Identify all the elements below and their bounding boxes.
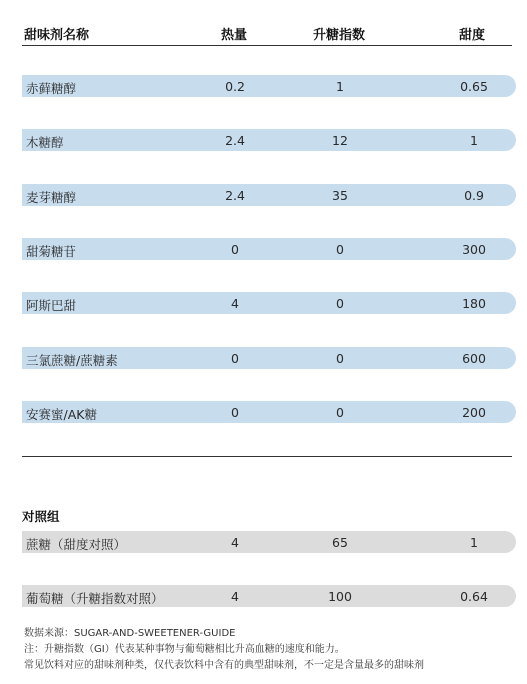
cell-calories: 2.4: [225, 133, 245, 148]
cell-name: 蔗糖（甜度对照）: [26, 537, 127, 552]
cell-name: 阿斯巴甜: [26, 298, 77, 313]
cell-gi: 1: [336, 79, 344, 94]
cell-sweetness: 0.9: [464, 188, 484, 203]
cell-sweetness: 180: [462, 296, 486, 311]
cell-name-wrap: [26, 296, 76, 314]
cell-gi: 0: [336, 351, 344, 366]
cell-calories: 4: [231, 296, 239, 311]
cell-name: 三氯蔗糖/蔗糖素: [26, 353, 118, 368]
cell-gi: 65: [332, 535, 348, 550]
cell-name-wrap: [26, 79, 76, 97]
cell-gi: 0: [336, 296, 344, 311]
cell-gi: 12: [332, 133, 348, 148]
cell-calories: 4: [231, 589, 239, 604]
cell-name-wrap: [26, 188, 76, 206]
table-row: [22, 129, 516, 151]
cell-calories: 2.4: [225, 188, 245, 203]
cell-name-wrap: [26, 351, 118, 369]
table-row: [22, 401, 516, 423]
table-row: [22, 184, 516, 206]
gi-note: 注：升糖指数（GI）代表某种事物与葡萄糖相比升高血糖的速度和能力。: [24, 644, 345, 655]
header-calories: 热量: [221, 28, 248, 43]
table-header: [0, 0, 527, 46]
cell-name: 赤藓糖醇: [26, 81, 77, 96]
cell-name: 甜菊糖苷: [26, 244, 77, 259]
footnotes: [24, 626, 424, 674]
cell-calories: 0.2: [225, 79, 245, 94]
cell-name: 木糖醇: [26, 135, 64, 150]
cell-name-wrap: [26, 589, 164, 607]
cell-sweetness: 300: [462, 242, 486, 257]
cell-calories: 0: [231, 351, 239, 366]
cell-calories: 0: [231, 405, 239, 420]
table-row: [22, 531, 516, 553]
header-rule: [22, 45, 512, 46]
cell-name-wrap: [26, 133, 64, 151]
cell-gi: 0: [336, 405, 344, 420]
cell-sweetness: 1: [470, 535, 478, 550]
table-row: [22, 585, 516, 607]
drink-note: 常见饮料对应的甜味剂种类，仅代表饮料中含有的典型甜味剂，不一定是含量最多的甜味剂: [24, 660, 424, 671]
cell-name-wrap: [26, 535, 126, 553]
header-name: 甜味剂名称: [24, 28, 90, 43]
cell-sweetness: 1: [470, 133, 478, 148]
cell-name-wrap: [26, 242, 76, 260]
cell-calories: 4: [231, 535, 239, 550]
section-divider: [22, 456, 512, 457]
table-row: [22, 347, 516, 369]
cell-sweetness: 600: [462, 351, 486, 366]
cell-calories: 0: [231, 242, 239, 257]
header-gi: 升糖指数: [313, 28, 366, 43]
table-row: [22, 292, 516, 314]
cell-gi: 35: [332, 188, 348, 203]
cell-gi: 100: [328, 589, 352, 604]
cell-name: 葡萄糖（升糖指数对照）: [26, 591, 164, 606]
cell-sweetness: 0.64: [460, 589, 488, 604]
cell-name: 麦芽糖醇: [26, 190, 77, 205]
cell-name: 安赛蜜/AK糖: [26, 407, 97, 422]
cell-sweetness: 0.65: [460, 79, 488, 94]
cell-name-wrap: [26, 405, 97, 423]
table-row: [22, 75, 516, 97]
source-note: 数据来源：SUGAR-AND-SWEETENER-GUIDE: [24, 628, 236, 639]
header-sweetness: 甜度: [459, 28, 486, 43]
cell-gi: 0: [336, 242, 344, 257]
control-group-title: 对照组: [22, 509, 60, 524]
cell-sweetness: 200: [462, 405, 486, 420]
table-row: [22, 238, 516, 260]
